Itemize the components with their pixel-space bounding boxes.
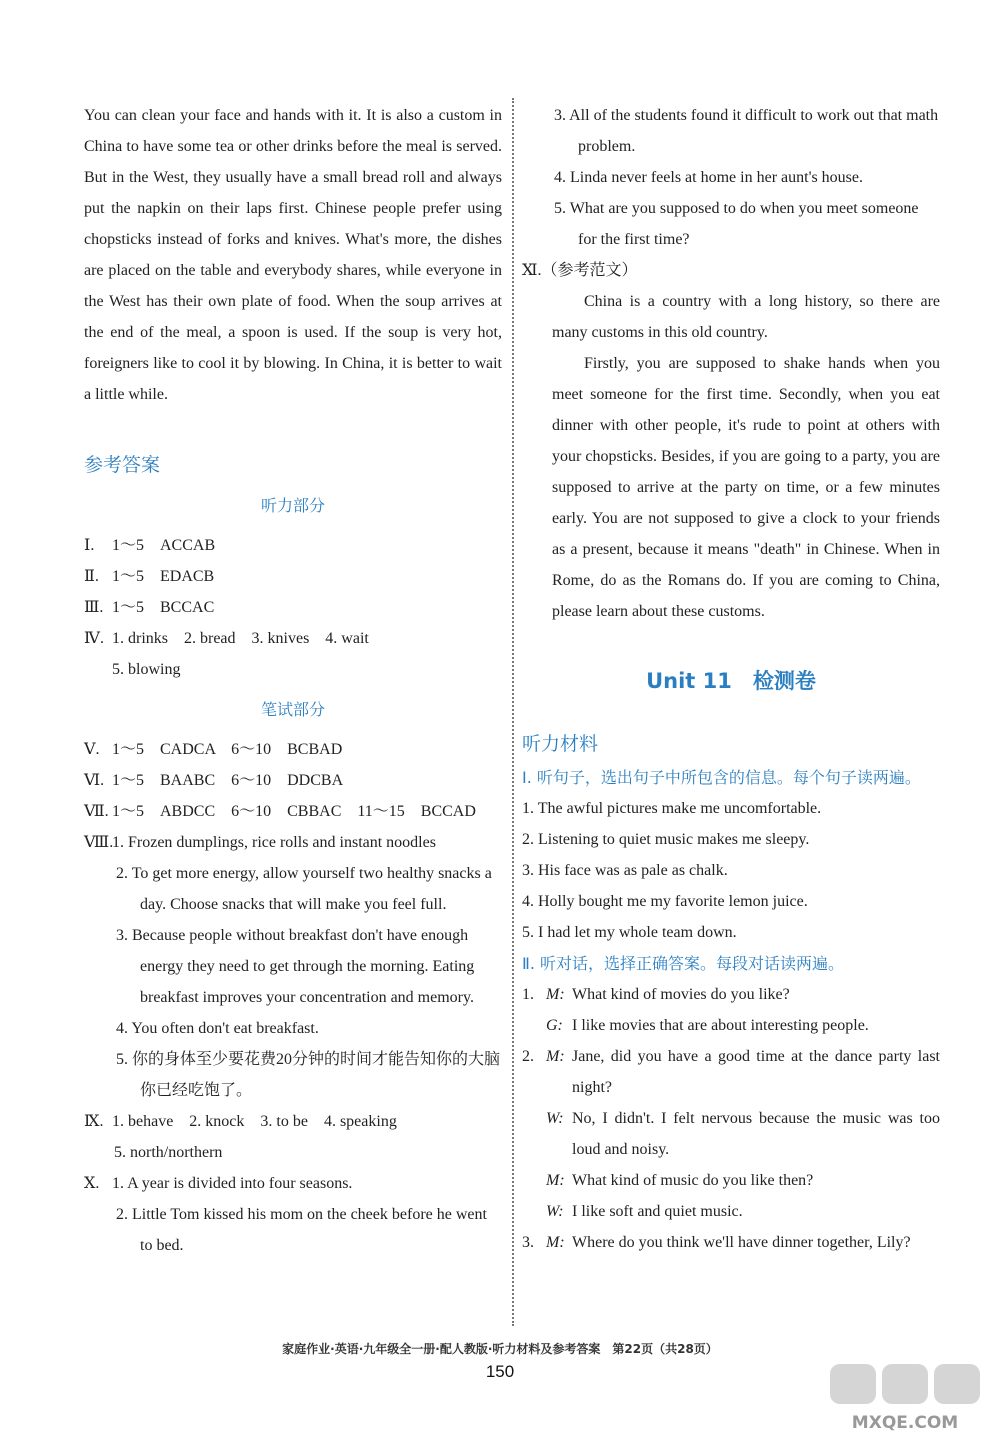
sentence-item: 5. I had let my whole team down. [522,924,737,941]
right-column [522,100,940,1258]
dialog-line: G: I like movies that are about interesting people. [546,1017,869,1034]
answer-subitem: 2. Little Tom kissed his mom on the cheek before he went to bed. [116,1206,487,1254]
dialog-line: 1. M: What kind of movies do you like? [522,986,790,1003]
answer-subitem: 5. 你的身体至少要花费20分钟的时间才能告知你的大脑你已经吃饱了。 [116,1051,501,1099]
answer-row: Ⅸ. 1. behave 2. knock 3. to be 4. speaking [84,1113,397,1130]
answer-subitem: 4. Linda never feels at home in her aunt's house. [554,169,864,186]
answer-subitem: 5. What are you supposed to do when you meet someone for the first time? [554,200,919,248]
dialog-line: 2. M: Jane, did you have a good time at the dance party last night? [522,1048,940,1096]
sentence-item: 1. The awful pictures make me uncomfortable. [522,800,822,817]
essay-heading: Ⅺ.（参考范文） [522,262,638,279]
answer-row: Ⅵ. 1～5 BAABC 6～10 DDCBA [84,772,344,789]
sentence-item: 4. Holly bought me my favorite lemon juice. [522,893,808,910]
answer-row: Ⅹ. 1. A year is divided into four seasons. [84,1175,353,1192]
written-answers [84,734,502,1261]
materials-title: 听力材料 [522,733,599,755]
unit-title: Unit 11 检测卷 [646,669,816,693]
dialog-line: 3. M: Where do you think we'll have dinner together, Lily? [522,1234,911,1251]
answer-row: Ⅶ. 1～5 ABDCC 6～10 CBBAC 11～15 BCCAD [84,803,476,820]
listening-answers [84,530,502,685]
answer-row: Ⅱ. 1～5 EDACB [84,568,215,585]
passage-text: You can clean your face and hands with it. It is also a custom in China to have some tea or other drinks before the meal is served. But in the West, they usually have a small bread roll and always put the napkin on their laps first. Chinese people prefer using chopsticks instead of forks and knives. What's more, the dishes are placed on the table and everybody shares, while everyone in the West has their own plate of food. When the soup arrives at the end of the meal, a spoon is used. If the soup is very hot, foreigners like to cool it by blowing. In China, it is better to wait a little while. [84,107,502,403]
page-footer: 家庭作业·英语·九年级全一册·配人教版·听力材料及参考答案 第22页（共28页） [282,1342,718,1356]
column-divider [512,98,514,1326]
left-column [84,100,502,1261]
answer-row: Ⅴ. 1～5 CADCA 6～10 BCBAD [84,741,343,758]
answer-row: 5. blowing [112,661,181,678]
answer-row: Ⅰ. 1～5 ACCAB [84,537,216,554]
sentence-item: 2. Listening to quiet music makes me sleepy. [522,831,810,848]
essay-paragraph: Firstly, you are supposed to shake hands when you meet someone for the first time. Secondly, when you eat dinner with other people, it's rude to point at others with your chopsticks. Besides, if you are going to a party, you are supposed to arrive at the party on time, or a few minutes early. You are not supposed to give a clock to your friends as a present, because it means "death" in Chinese. When in Rome, do as the Romans do. If you are coming to China, please learn about these customs. [552,355,940,620]
watermark-text: MXQE.COM [851,1413,959,1433]
sentence-item: 3. His face was as pale as chalk. [522,862,728,879]
answer-row: Ⅲ. 1～5 BCCAC [84,599,215,616]
part1-heading: Ⅰ. 听句子，选出句子中所包含的信息。每个句子读两遍。 [522,768,921,787]
answer-subitem: 5. north/northern [114,1144,223,1161]
written-part-title: 笔试部分 [260,700,325,719]
answer-row: Ⅷ. 1. Frozen dumplings, rice rolls and instant noodles [84,834,436,851]
watermark-logo [820,1356,990,1436]
dialog-line: W: I like soft and quiet music. [546,1203,743,1220]
listening-part-title: 听力部分 [260,496,325,515]
answer-row: Ⅳ. 1. drinks 2. bread 3. knives 4. wait [84,630,369,647]
answer-subitem: 2. To get more energy, allow yourself two healthy snacks a day. Choose snacks that will make you feel full. [116,865,492,913]
answers-title: 参考答案 [84,454,161,476]
answer-subitem: 4. You often don't eat breakfast. [116,1020,319,1037]
essay-paragraph: China is a country with a long history, so there are many customs in this old country. [552,293,940,341]
dialog-line: M: What kind of music do you like then? [546,1172,814,1189]
answer-subitem: 3. All of the students found it difficult to work out that math problem. [554,107,939,155]
part2-heading: Ⅱ. 听对话，选择正确答案。每段对话读两遍。 [522,954,845,973]
page-number: 150 [485,1362,515,1381]
answer-subitem: 3. Because people without breakfast don't have enough energy they need to get through the morning. Eating breakfast improves your concentration and memory. [116,927,475,1006]
dialog-line: W: No, I didn't. I felt nervous because the music was too loud and noisy. [546,1110,940,1158]
